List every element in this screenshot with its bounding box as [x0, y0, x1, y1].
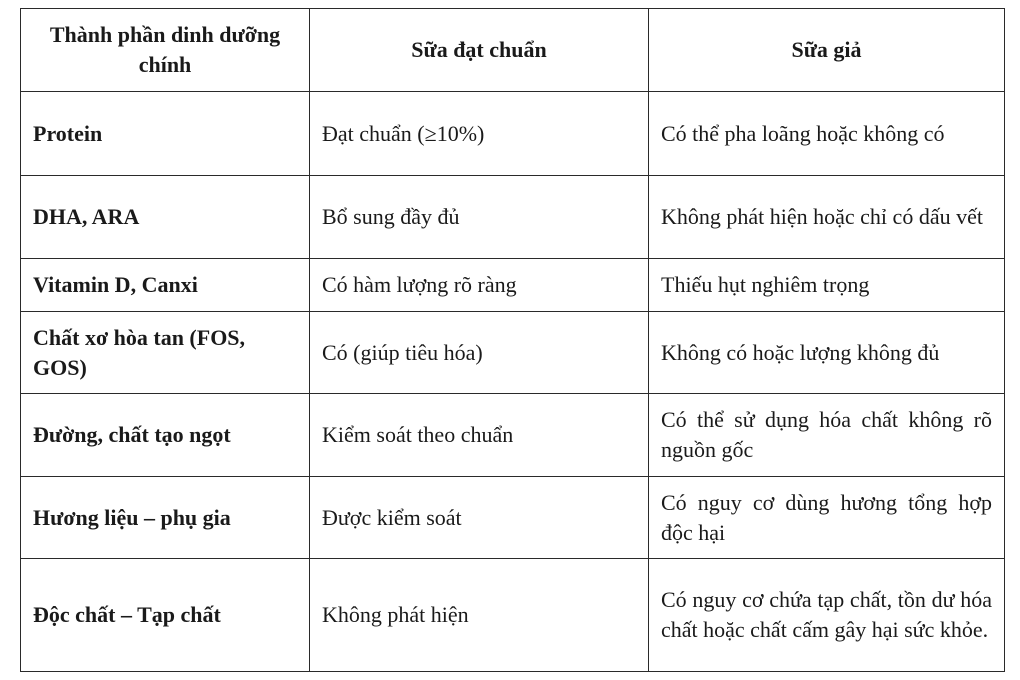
standard-cell: Không phát hiện [310, 559, 649, 672]
nutrient-cell: Đường, chất tạo ngọt [21, 394, 310, 477]
fake-cell: Có thể pha loãng hoặc không có [649, 92, 1005, 176]
standard-cell: Được kiểm soát [310, 477, 649, 559]
table-row [21, 559, 1005, 672]
comparison-table-container [20, 8, 1004, 672]
nutrient-cell: Hương liệu – phụ gia [21, 477, 310, 559]
table-row [21, 312, 1005, 394]
nutrient-cell: Chất xơ hòa tan (FOS, GOS) [21, 312, 310, 394]
standard-cell: Kiểm soát theo chuẩn [310, 394, 649, 477]
table-row [21, 176, 1005, 259]
header-nutrient: Thành phần dinh dưỡng chính [21, 9, 310, 92]
table-row [21, 92, 1005, 176]
fake-cell: Thiếu hụt nghiêm trọng [649, 259, 1005, 312]
table-header-row [21, 9, 1005, 92]
table-row [21, 394, 1005, 477]
nutrient-cell: DHA, ARA [21, 176, 310, 259]
nutrient-cell: Protein [21, 92, 310, 176]
fake-cell: Không có hoặc lượng không đủ [649, 312, 1005, 394]
standard-cell: Có (giúp tiêu hóa) [310, 312, 649, 394]
nutrient-cell: Vitamin D, Canxi [21, 259, 310, 312]
nutrient-cell: Độc chất – Tạp chất [21, 559, 310, 672]
header-fake-milk: Sữa giả [649, 9, 1005, 92]
fake-cell: Có thể sử dụng hóa chất không rõ nguồn gốc [649, 394, 1005, 477]
table-row [21, 259, 1005, 312]
fake-cell: Có nguy cơ chứa tạp chất, tồn dư hóa chất hoặc chất cấm gây hại sức khỏe. [649, 559, 1005, 672]
standard-cell: Bổ sung đầy đủ [310, 176, 649, 259]
standard-cell: Đạt chuẩn (≥10%) [310, 92, 649, 176]
fake-cell: Có nguy cơ dùng hương tổng hợp độc hại [649, 477, 1005, 559]
header-standard-milk: Sữa đạt chuẩn [310, 9, 649, 92]
fake-cell: Không phát hiện hoặc chỉ có dấu vết [649, 176, 1005, 259]
standard-cell: Có hàm lượng rõ ràng [310, 259, 649, 312]
milk-comparison-table [20, 8, 1005, 672]
table-row [21, 477, 1005, 559]
